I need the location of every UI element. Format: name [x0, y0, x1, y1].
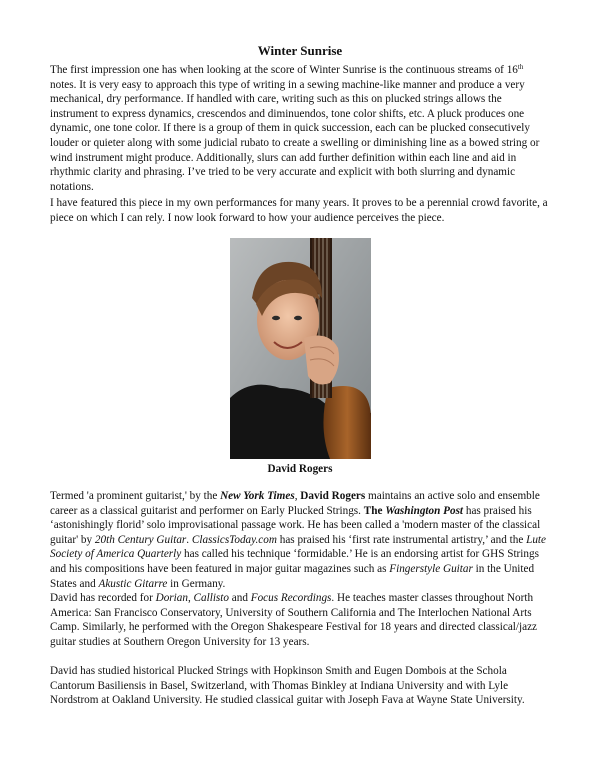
- bio-p2-t4: . He teaches master classes throughout North America: San Francisco Conservatory, University of Southern California and The Interlochen National Arts Camp. Similarly, he performed with the Oregon Shakespeare Festival for 18 years and directed classical/jazz guitar studies at Southern Oregon University for 13 years.: [50, 592, 538, 648]
- publication-akustic-gitarre: Akustic Gitarre: [98, 577, 168, 590]
- bio-p1-t4: has praised his ‘astonishingly florid’ solo improvisational passage work. He has been called a 'modern master of the classical guitar' by: [50, 504, 541, 546]
- bio-paragraph-3: David has studied historical Plucked Strings with Hopkinson Smith and Eugen Dombois at the Schola Cantorum Basiliensis in Basel, Switzerland, with Thomas Binkley at Indiana University and with Lyle Nordstrom at Oakland University. He studied classical guitar with Joseph Fava at Wayne State University.: [50, 665, 525, 707]
- publication-wp-prefix: The: [363, 504, 386, 517]
- intro-p1-text-a: The first impression one has when looking at the score of Winter Sunrise is the continuous streams of 16: [50, 64, 518, 76]
- bio-paragraph-1: [50, 489, 550, 591]
- photo-caption: David Rogers: [267, 463, 333, 475]
- bio-p1-t6: has praised his ‘first rate instrumental artistry,’ and the: [276, 533, 527, 546]
- bio-p1-t7: has called his technique ‘formidable.’ He is an endorsing artist for GHS Strings and his compositions have been featured in major guitar magazines such as: [50, 548, 539, 575]
- bio-p1-t9: in Germany.: [167, 577, 226, 590]
- page-title: Winter Sunrise: [257, 43, 343, 58]
- performer-photo: [230, 238, 371, 459]
- performer-photo-illustration: [230, 238, 371, 459]
- bio-p1-t1: Termed 'a prominent guitarist,' by the: [50, 490, 221, 502]
- label-callisto: Callisto: [193, 592, 229, 604]
- intro-paragraph-2: I have featured this piece in my own performances for many years. It proves to be a perennial crowd favorite, a piece on which I can rely. I now look forward to how your audience perceives the piece.: [50, 197, 548, 224]
- publication-nyt: New York Times: [220, 490, 295, 502]
- ordinal-superscript: th: [517, 63, 524, 71]
- label-dorian: Dorian: [155, 592, 188, 604]
- publication-20th-century-guitar: 20th Century Guitar: [94, 533, 187, 546]
- bio-paragraph-2: [50, 591, 550, 649]
- bio-p2-t2: ,: [187, 592, 194, 604]
- bio-p1-t2: ,: [294, 490, 301, 502]
- publication-lute-society: Lute Society of America Quarterly: [50, 533, 546, 561]
- bio-p1-t5: .: [186, 533, 192, 546]
- publication-wp: Washington Post: [385, 504, 464, 517]
- bio-p1-t3: maintains an active solo and ensemble career as a classical guitarist and performer on Early Plucked Strings.: [50, 490, 540, 517]
- intro-paragraph-1: [50, 63, 550, 194]
- label-focus-recordings: Focus Recordings: [250, 592, 332, 604]
- bio-p1-t8: in the United States and: [50, 562, 535, 590]
- bio-p2-t3: and: [228, 592, 251, 604]
- intro-p1-text-b: notes. It is very easy to approach this type of writing in a sewing machine-like manner and produce a very mechanical, dry performance. If handled with care, writing such as this on plucked strings allows the instrument to express dynamics, crescendos and diminuendos, tone color shifts, etc. A pluck produces one dynamic, one tone color. If there is a group of them in quick succession, each can be plucked consecutively louder or quieter along with some judicial rubato to create a swelling or diminishing line as a bowed string or wind instrument might produce. Additionally, slurs can add further definition within each line and aid in rhythmic clarity and phrasing. I’ve tried to be very accurate and explicit with both slurring and dynamic notations.: [50, 78, 540, 193]
- publication-fingerstyle-guitar: Fingerstyle Guitar: [389, 562, 473, 575]
- publication-classicstoday: ClassicsToday.com: [191, 533, 277, 546]
- bio-p2-t1: David has recorded for: [50, 592, 156, 604]
- performer-name: David Rogers: [300, 490, 366, 502]
